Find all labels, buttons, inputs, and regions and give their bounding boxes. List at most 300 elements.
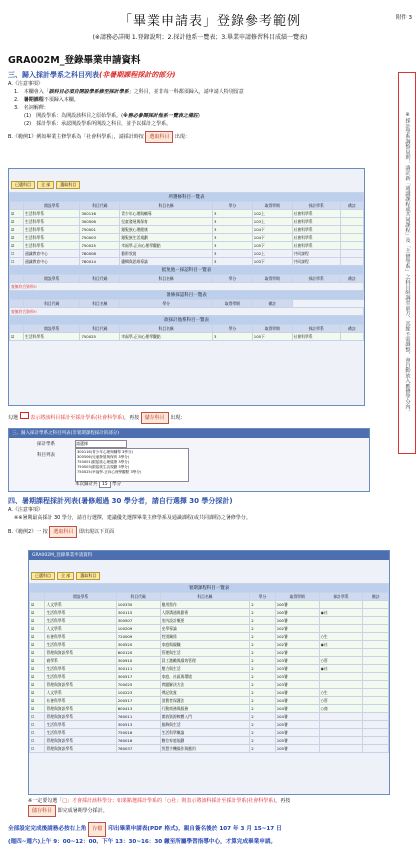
- table-cell: [363, 681, 389, 689]
- table-cell: 103暑: [275, 681, 319, 689]
- row-checkbox[interactable]: ☑: [30, 673, 45, 681]
- summer-tab-0[interactable]: 已選科目: [31, 572, 55, 580]
- table-cell: 社會科學系: [45, 633, 116, 641]
- table-cell: 104下: [252, 226, 292, 234]
- table-cell: 生活科學系: [45, 609, 116, 617]
- table-cell: [363, 625, 389, 633]
- table-cell: [340, 258, 363, 266]
- table-cell: 管理與資訊學系: [45, 745, 116, 753]
- table-cell: 青少年心理與輔導: [120, 210, 213, 218]
- table-cell: [363, 689, 389, 697]
- section4-example: B.《範例2》一 按 選取科目 即出現以下頁面: [8, 526, 398, 538]
- table-row: [10, 333, 364, 341]
- table-cell: 103下: [252, 258, 292, 266]
- row-checkbox[interactable]: ☐: [10, 258, 24, 266]
- section-selected-courses: 所選修科目一覽表: [10, 193, 364, 202]
- table-cell: [363, 633, 389, 641]
- table-cell: 100223: [116, 689, 160, 697]
- table-cell: 105暑: [275, 729, 319, 737]
- label-dept: 採計學系: [37, 442, 55, 447]
- table-row: [10, 234, 364, 242]
- table-row: [10, 242, 364, 250]
- table-cell: [363, 641, 389, 649]
- row-checkbox[interactable]: ☑: [30, 681, 45, 689]
- column-header: 學分: [212, 202, 252, 210]
- table-cell: [363, 745, 389, 753]
- table-cell: [363, 649, 389, 657]
- table-cell: 管理與資訊學系: [45, 713, 116, 721]
- table-cell: 105暑: [275, 737, 319, 745]
- table-row: [30, 745, 389, 753]
- table-cell: 300115: [116, 609, 160, 617]
- column-header: 科目代碼: [80, 202, 120, 210]
- section3-line2: 2. 暑期課程不須歸入本欄。: [14, 97, 79, 103]
- table-cell: 2: [250, 689, 276, 697]
- column-header: 學分: [212, 275, 252, 283]
- label-subject-list: 科目列表: [37, 453, 55, 458]
- list-item[interactable]: 750001(銀髮族心理健康 3學分): [77, 460, 130, 464]
- row-checkbox[interactable]: ☑: [30, 705, 45, 713]
- row-checkbox[interactable]: ☑: [30, 649, 45, 657]
- row-checkbox[interactable]: ☐: [30, 713, 45, 721]
- column-header: 開設學系: [24, 202, 80, 210]
- table-cell: [319, 673, 363, 681]
- table-cell: 人文學系: [45, 601, 116, 609]
- table-cell: 700025: [116, 681, 160, 689]
- table-cell: 應用寫作: [160, 601, 250, 609]
- table-cell: 社會科學系: [292, 218, 340, 226]
- top-tab-2[interactable]: 選取科目: [56, 181, 80, 189]
- check-col: [10, 202, 24, 210]
- table-cell: 105下: [252, 242, 292, 250]
- table-cell: ○生: [319, 689, 363, 697]
- table-cell: 開放資源軟體入門: [160, 713, 250, 721]
- dialog-header: 三、歸入採計學系之科目列表(非暑期課程採計的部分): [9, 429, 369, 438]
- table-cell: 100209: [116, 625, 160, 633]
- table-cell: 100暑: [275, 601, 319, 609]
- form-code-title: GRA002M_登錄畢業申請資料: [8, 55, 141, 66]
- section4-block: [8, 496, 398, 538]
- row-checkbox[interactable]: ☑: [10, 210, 24, 218]
- row-checkbox[interactable]: ☑: [30, 697, 45, 705]
- table-cell: 共同課程: [292, 250, 340, 258]
- summer-tab-1[interactable]: 全 部: [57, 572, 74, 580]
- table-cell: ○管: [319, 697, 363, 705]
- table-cell: [363, 657, 389, 665]
- table-cell: [340, 218, 363, 226]
- table-cell: [363, 729, 389, 737]
- table-cell: 104暑: [275, 705, 319, 713]
- table-cell: 生活科學系: [45, 665, 116, 673]
- row-checkbox[interactable]: ☑: [30, 641, 45, 649]
- table-cell: [340, 210, 363, 218]
- table-row: [10, 226, 364, 234]
- table-row: [10, 218, 364, 226]
- row-checkbox[interactable]: ☑: [30, 657, 45, 665]
- column-header: 採計學系: [319, 593, 363, 601]
- column-header: 備註: [340, 325, 363, 333]
- row-checkbox[interactable]: ☑: [30, 625, 45, 633]
- table-cell: 服飾與生活: [160, 721, 250, 729]
- row-checkbox[interactable]: ☐: [30, 721, 45, 729]
- table-cell: 760037: [116, 745, 160, 753]
- table-cell: 104暑: [275, 689, 319, 697]
- section4-heading: 四、暑期課程採計列表(暑修超過 30 學分者，請自行選擇 30 學分採計): [8, 497, 233, 505]
- table-cell: [363, 665, 389, 673]
- table-cell: 300517: [116, 673, 160, 681]
- column-header: 備註: [252, 300, 292, 308]
- summer-table-panel: [28, 550, 390, 795]
- column-header: 備註: [340, 202, 363, 210]
- column-header: 開設學系: [24, 275, 80, 283]
- table-cell: 壓力與生活: [160, 665, 250, 673]
- section3-note-label: A.《注意事項》: [8, 81, 43, 87]
- table-row: [30, 657, 389, 665]
- table-cell: ◉社: [319, 665, 363, 673]
- table-cell: 3: [212, 333, 252, 341]
- table-row: [30, 609, 389, 617]
- dept-select[interactable]: 請選擇: [75, 440, 127, 448]
- row-checkbox[interactable]: ☑: [10, 333, 24, 341]
- table-cell: 2: [250, 649, 276, 657]
- table-row: [10, 210, 364, 218]
- row-checkbox[interactable]: ☑: [30, 665, 45, 673]
- table-cell: 生活科學系: [45, 617, 116, 625]
- table-cell: 2: [250, 657, 276, 665]
- table-cell: 銀髮族生活規劃: [120, 234, 213, 242]
- table-cell: [319, 721, 363, 729]
- table-cell: 生活科學系: [45, 729, 116, 737]
- row-checkbox[interactable]: ☑: [10, 234, 24, 242]
- column-header: 取得學期: [212, 300, 252, 308]
- side-note-text: ※採計學系調整局則：請計新「通識課程或共同課程」及「主修學系」之科目組調至前方，其餘不需調整，會自動放入應修學分內。: [404, 111, 411, 415]
- table-row: [30, 641, 389, 649]
- table-row: [30, 713, 389, 721]
- table-cell: 家庭、社區與環境: [160, 673, 250, 681]
- column-header: 學分: [212, 325, 252, 333]
- table-cell: ○商: [319, 705, 363, 713]
- table-cell: 104暑: [275, 697, 319, 705]
- table-row: [30, 697, 389, 705]
- table-cell: 人文學系: [45, 625, 116, 633]
- table-cell: 生活科學系: [24, 234, 80, 242]
- table-cell: 2: [250, 665, 276, 673]
- table-cell: 兒童發展與保育: [120, 218, 213, 226]
- table-cell: 社會科學系: [292, 333, 340, 341]
- table-row: [30, 625, 389, 633]
- save-subject-button-2[interactable]: 儲存科目: [28, 805, 56, 817]
- transfer-empty: 查無符合資料!!: [10, 283, 364, 291]
- final-notice: 全部設定完成後請務必按右上角 存檔 印出畢業申請表(PDF 格式)，親自簽名後於 107 年 3 月 15~17 日 (週四~週六)上午 9：00~12：00、下午 13：30~16：30 繳至所屬學習指導中心，才算完成畢業申請。: [8, 822, 413, 848]
- bottom-instruction: ※一定要勾選「□」才會採計該科學分；如果點選採計學系的「○社」則表示將該科採計至採計學系(社會科學系)，再按 儲存科目 即完成暑期學分採計。: [28, 797, 408, 817]
- table-cell: 管理與資訊學系: [45, 681, 116, 689]
- column-header: 取得學期: [252, 202, 292, 210]
- table-cell: ○生: [319, 633, 363, 641]
- table-cell: [363, 673, 389, 681]
- table-cell: [319, 649, 363, 657]
- table-cell: [340, 333, 363, 341]
- table-cell: [363, 705, 389, 713]
- selected-courses-table: [9, 192, 364, 341]
- table-cell: 性別關係: [160, 633, 250, 641]
- table-row: [30, 729, 389, 737]
- table-cell: 2: [250, 705, 276, 713]
- table-cell: 200517: [116, 697, 160, 705]
- table-cell: 780008: [80, 250, 120, 258]
- table-cell: 2: [250, 697, 276, 705]
- row-checkbox[interactable]: ☑: [30, 601, 45, 609]
- table-cell: 103暑: [275, 665, 319, 673]
- table-row: [30, 601, 389, 609]
- table-cell: [363, 697, 389, 705]
- table-cell: 102上: [252, 210, 292, 218]
- table-cell: 社會科學系: [292, 242, 340, 250]
- table-cell: [363, 721, 389, 729]
- section-transfer: 抵免他－採認科目一覽表: [10, 266, 364, 275]
- table-cell: 102暑: [275, 649, 319, 657]
- subject-listbox[interactable]: [75, 448, 189, 482]
- table-row: [30, 705, 389, 713]
- table-cell: 780014: [80, 258, 120, 266]
- table-cell: 邏輯與思維導論: [120, 258, 213, 266]
- table-cell: 傳記欣賞: [160, 689, 250, 697]
- table-cell: 社會科學系: [45, 697, 116, 705]
- table-cell: [319, 601, 363, 609]
- table-cell: 300507: [116, 617, 160, 625]
- table-row: [30, 689, 389, 697]
- table-cell: 3: [212, 258, 252, 266]
- table-cell: 消費者保護法: [160, 697, 250, 705]
- table-cell: 2: [250, 713, 276, 721]
- row-checkbox[interactable]: ☑: [30, 633, 45, 641]
- table-cell: 3: [212, 242, 252, 250]
- table-cell: 720009: [116, 633, 160, 641]
- section4-note: ※※暑期最高採計 30 學分，請自行選擇，建議優先選擇畢業主修學系及通識課程(或共同課程)之暑修學分。: [14, 515, 251, 521]
- table-cell: 600413: [116, 705, 160, 713]
- list-item[interactable]: 750003(銀髮族生活規劃 3學分): [77, 465, 130, 469]
- row-checkbox[interactable]: ☑: [10, 242, 24, 250]
- table-cell: 102上: [252, 250, 292, 258]
- table-cell: 數位家庭規劃: [160, 737, 250, 745]
- table-cell: 生活科學系: [24, 226, 80, 234]
- top-tab-1[interactable]: 全 部: [37, 181, 54, 189]
- table-cell: 生活科學系: [24, 333, 80, 341]
- table-cell: 760016: [116, 737, 160, 745]
- table-cell: 2: [250, 745, 276, 753]
- row-checkbox[interactable]: ☑: [30, 609, 45, 617]
- table-cell: [319, 617, 363, 625]
- table-row: [30, 617, 389, 625]
- row-checkbox[interactable]: ☑: [10, 226, 24, 234]
- table-cell: 100330: [116, 601, 160, 609]
- column-header: 科目名稱: [120, 275, 213, 283]
- column-header: 備註: [340, 275, 363, 283]
- table-row: [30, 681, 389, 689]
- section3-line1: 1. 本欄會入「該科目必須自開設學系修至採計學系」之科目，並非每一科都須歸入，請申請人特別留意: [14, 89, 244, 95]
- section3-line3-1: (1) 開設學系：為開設該科目之原始學系。(※務必參閱採計他系一覽表之備註): [24, 113, 200, 119]
- column-header: 學分: [120, 300, 213, 308]
- column-header: 科目名稱: [120, 202, 213, 210]
- row-checkbox[interactable]: ☐: [30, 729, 45, 737]
- table-cell: 家庭與親職: [160, 641, 250, 649]
- table-cell: 2: [250, 625, 276, 633]
- table-cell: 300910: [116, 657, 160, 665]
- section-summer-mod: 暑修採認科目一覽表: [10, 291, 364, 300]
- table-cell: [363, 617, 389, 625]
- table-cell: 103暑: [275, 657, 319, 665]
- summer-tab-2[interactable]: 選取科目: [76, 572, 100, 580]
- column-header: 科目代碼: [80, 275, 120, 283]
- table-cell: [319, 729, 363, 737]
- check-col: [30, 593, 45, 601]
- table-cell: 管理與資訊學系: [45, 705, 116, 713]
- list-item[interactable]: 750025(幸福學-正向心理學觀點 3學分): [77, 470, 142, 474]
- column-header: 科目名稱: [160, 593, 250, 601]
- table-row: [30, 737, 389, 745]
- table-cell: 2: [250, 633, 276, 641]
- table-cell: 社會科學系: [292, 210, 340, 218]
- table-cell: 史學導論: [160, 625, 250, 633]
- top-tab-0[interactable]: 已選科目: [11, 181, 35, 189]
- attachment-number: 附件 3: [395, 15, 412, 21]
- table-cell: [340, 250, 363, 258]
- table-cell: 300520: [116, 641, 160, 649]
- check-col: [10, 275, 24, 283]
- table-cell: 2: [250, 641, 276, 649]
- section3-line3: 3. 名詞解釋：: [14, 105, 49, 111]
- row-checkbox[interactable]: ☑: [30, 689, 45, 697]
- save-file-button[interactable]: 存檔: [88, 822, 106, 837]
- side-note: [399, 75, 415, 451]
- select-subject-button[interactable]: 選取科目: [145, 131, 173, 143]
- table-cell: 社會科學系: [292, 234, 340, 242]
- table-cell: 2: [250, 737, 276, 745]
- table-cell: 103上: [252, 218, 292, 226]
- table-cell: 105下: [252, 333, 292, 341]
- table-cell: 共同課程: [292, 258, 340, 266]
- section4-note-label: A.《注意事項》: [8, 507, 43, 513]
- table-cell: 750025: [80, 333, 120, 341]
- table-cell: 生活科學系: [24, 218, 80, 226]
- page-title: 「畢業申請表」登錄參考範例: [118, 14, 301, 29]
- table-cell: 300513: [116, 721, 160, 729]
- table-cell: [319, 713, 363, 721]
- page-subtitle: (※請務必詳閱 1.登錄說明；2.採計他系一覽表；3.畢業申請修習科目成績一覽表): [92, 34, 308, 41]
- select-subject-button-2[interactable]: 選取科目: [49, 526, 77, 538]
- row-checkbox[interactable]: ☐: [30, 745, 45, 753]
- table-cell: 102暑: [275, 633, 319, 641]
- table-cell: [363, 737, 389, 745]
- table-cell: 102暑: [275, 641, 319, 649]
- list-item[interactable]: 300506(兒童發展與保育 3學分): [77, 455, 130, 459]
- column-header: 學分: [250, 593, 276, 601]
- column-header: 取得學期: [252, 275, 292, 283]
- table-cell: 2: [250, 681, 276, 689]
- table-cell: 商學系: [45, 657, 116, 665]
- table-cell: 600120: [116, 649, 160, 657]
- table-cell: 人際溝通與藝術: [160, 609, 250, 617]
- table-cell: [319, 745, 363, 753]
- list-item[interactable]: 300116(青少年心理與輔導 3學分): [77, 450, 133, 454]
- table-cell: 管理與資訊學系: [45, 649, 116, 657]
- column-header: 科目代碼: [80, 325, 120, 333]
- total-credits: 本次歸計共 15 學分: [75, 482, 122, 487]
- table-cell: 通識教育中心: [24, 258, 80, 266]
- table-cell: 幸福學-正向心理學觀點: [120, 333, 213, 341]
- row-checkbox[interactable]: ☐: [30, 737, 45, 745]
- table-cell: 102暑: [275, 625, 319, 633]
- table-cell: [340, 226, 363, 234]
- row-checkbox[interactable]: ☐: [10, 250, 24, 258]
- table-cell: 通識教育中心: [24, 250, 80, 258]
- assign-dialog: [8, 428, 370, 492]
- row-checkbox[interactable]: ☑: [30, 617, 45, 625]
- column-header: 開設學系: [45, 593, 116, 601]
- table-cell: 2: [250, 721, 276, 729]
- column-header: 科目名稱: [120, 325, 213, 333]
- table-cell: 300506: [80, 218, 120, 226]
- mid-instruction: 勾選 表示將該科目採計至採計學系(社會科學系)，再按 儲存科目 出現：: [8, 412, 368, 424]
- table-row: [30, 649, 389, 657]
- table-cell: 2: [250, 617, 276, 625]
- save-subject-button[interactable]: 儲存科目: [141, 412, 169, 424]
- column-header: 採計學系: [292, 275, 340, 283]
- table-cell: 300111: [116, 665, 160, 673]
- row-checkbox[interactable]: ☑: [10, 218, 24, 226]
- table-row: [30, 673, 389, 681]
- section3-block: [8, 70, 358, 143]
- table-cell: [363, 601, 389, 609]
- table-cell: [340, 242, 363, 250]
- table-cell: 750001: [80, 226, 120, 234]
- column-header: 採計學系: [292, 325, 340, 333]
- table-cell: 生活科學系: [45, 673, 116, 681]
- column-header: 科目名稱: [80, 300, 120, 308]
- table-cell: 生活科學系: [45, 641, 116, 649]
- table-cell: 2: [250, 673, 276, 681]
- table-cell: 2: [250, 601, 276, 609]
- section-picked: 欲採計他系科目一覽表: [10, 316, 364, 325]
- table-cell: 105暑: [275, 721, 319, 729]
- table-cell: 103暑: [275, 673, 319, 681]
- table-cell: 100暑: [275, 617, 319, 625]
- table-cell: 3: [212, 210, 252, 218]
- table-cell: 人文學系: [45, 689, 116, 697]
- table-cell: 幸福學-正向心理學觀點: [120, 242, 213, 250]
- table-cell: 生活科學系: [45, 721, 116, 729]
- table-row: [30, 721, 389, 729]
- column-header: 科目代碼: [24, 300, 80, 308]
- table-cell: 2: [250, 609, 276, 617]
- section3-example: B.《範例1》例如畢業主修學系為「社會科學系」，請採計時按 選取科目 出現：: [8, 131, 358, 143]
- table-cell: 3: [212, 218, 252, 226]
- table-cell: 生活科學系: [24, 210, 80, 218]
- section-summer: 暑期課程科目一覽表: [30, 584, 389, 593]
- summer-courses-table: [29, 583, 389, 753]
- table-cell: 藝術欣賞: [120, 250, 213, 258]
- table-cell: 管理與生活: [160, 649, 250, 657]
- column-header: 採計學系: [292, 202, 340, 210]
- column-header: 備註: [363, 593, 389, 601]
- table-cell: 生活科學系: [24, 242, 80, 250]
- table-cell: ◉社: [319, 609, 363, 617]
- table-cell: 750025: [80, 242, 120, 250]
- table-cell: 問題解決方法: [160, 681, 250, 689]
- tab-bar-2: [29, 560, 389, 583]
- table-row: [10, 258, 364, 266]
- table-cell: [363, 609, 389, 617]
- column-header: 取得學期: [275, 593, 319, 601]
